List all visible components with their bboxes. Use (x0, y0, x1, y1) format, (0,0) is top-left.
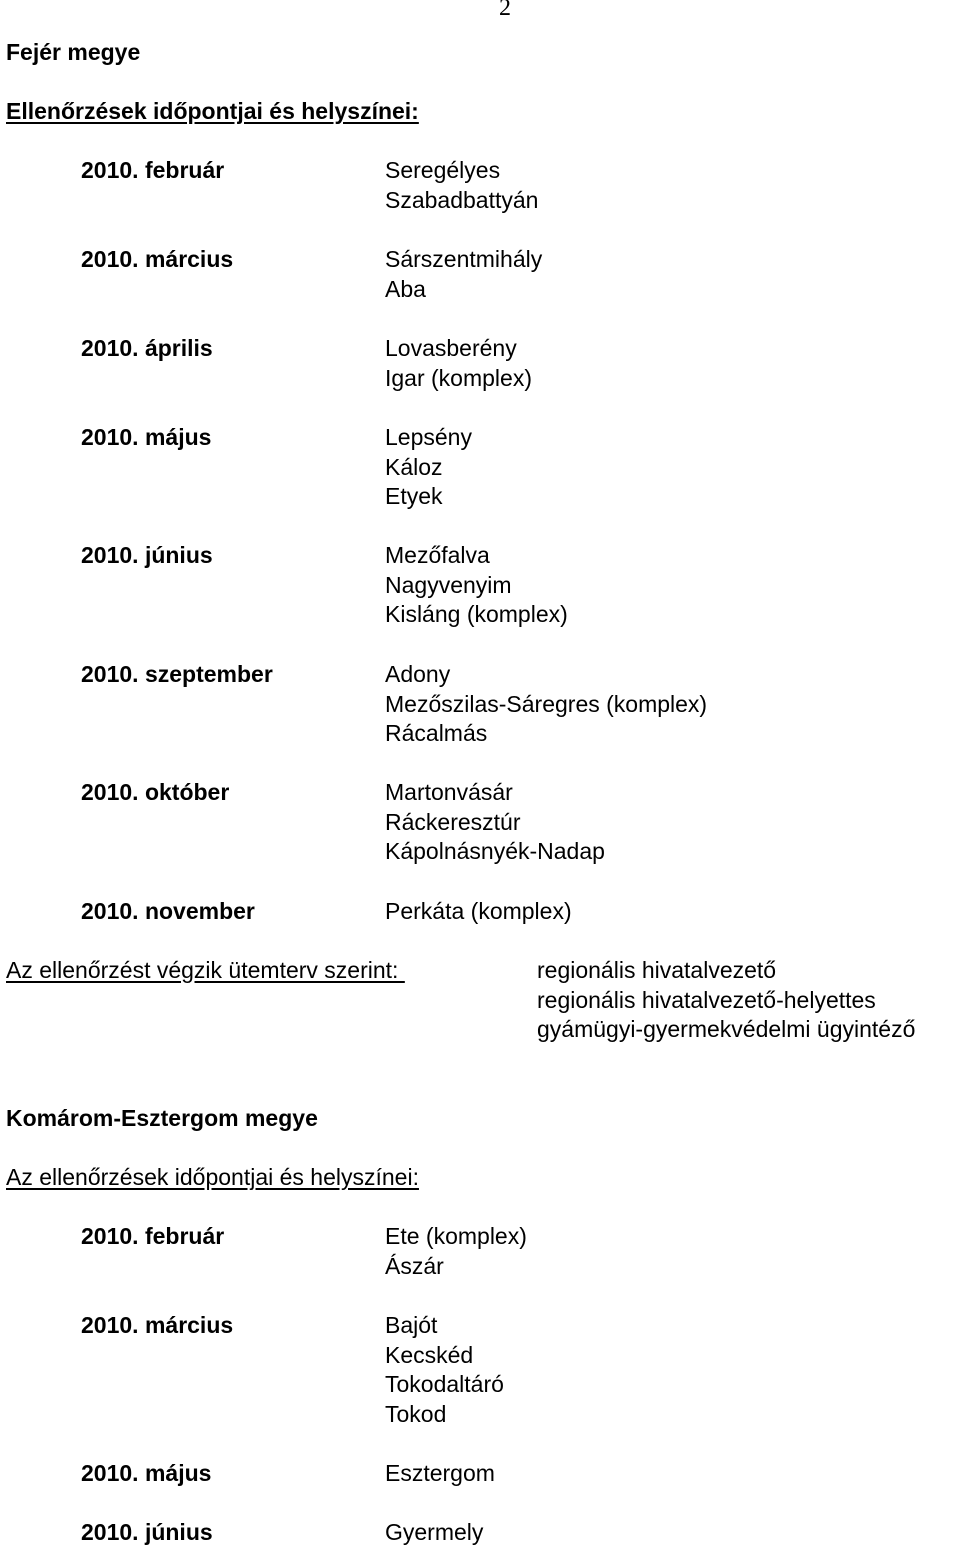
schedule-month: 2010. november (81, 898, 255, 924)
place-name: Káloz (385, 453, 443, 480)
place-name: Sárszentmihály (385, 246, 543, 272)
place-name: Mezőszilas-Sáregres (komplex) (385, 690, 708, 717)
schedule-month: 2010. október (81, 779, 230, 805)
place-name: Gyermely (385, 1519, 484, 1545)
place-name: Kecskéd (385, 1341, 474, 1368)
inspectors-label: Az ellenőrzést végzik ütemterv szerint: (6, 957, 405, 983)
schedule-places (385, 1518, 483, 1548)
place-name: Esztergom (385, 1460, 495, 1486)
place-name: Szabadbattyán (385, 186, 539, 213)
county-title-komarom-esztergom: Komárom-Esztergom megye (6, 1105, 318, 1131)
place-name: Tokodaltáró (385, 1371, 504, 1398)
schedule-places (385, 897, 572, 927)
inspector-role: regionális hivatalvezető-helyettes (537, 986, 876, 1013)
schedule-month: 2010. február (81, 1223, 225, 1249)
place-name: Rácalmás (385, 720, 488, 747)
place-name: Nagyvenyim (385, 571, 512, 598)
schedule-places (385, 660, 707, 749)
schedule-places (385, 1311, 504, 1429)
place-name: Adony (385, 661, 451, 687)
place-name: Perkáta (komplex) (385, 898, 572, 924)
place-name: Etyek (385, 483, 443, 510)
place-name: Martonvásár (385, 779, 513, 805)
schedule-places (385, 423, 472, 512)
place-name: Lovasberény (385, 335, 517, 361)
place-name: Kápolnásnyék-Nadap (385, 838, 605, 865)
inspector-role: gyámügyi-gyermekvédelmi ügyintéző (537, 1016, 916, 1043)
schedule-places (385, 541, 568, 630)
schedule-places (385, 156, 538, 215)
schedule-month: 2010. május (81, 424, 212, 450)
place-name: Kisláng (komplex) (385, 601, 568, 628)
inspector-role: regionális hivatalvezető (537, 957, 777, 983)
place-name: Aba (385, 275, 426, 302)
schedule-month: 2010. március (81, 246, 234, 272)
schedule-month: 2010. június (81, 542, 213, 568)
place-name: Ráckeresztúr (385, 808, 521, 835)
schedule-places (385, 1222, 527, 1281)
schedule-heading-fejer: Ellenőrzések időpontjai és helyszínei: (6, 98, 419, 124)
county-title-fejer: Fejér megye (6, 39, 141, 65)
place-name: Bajót (385, 1312, 438, 1338)
place-name: Ászár (385, 1252, 444, 1279)
place-name: Igar (komplex) (385, 364, 532, 391)
schedule-heading-komarom-esztergom: Az ellenőrzések időpontjai és helyszínei: (6, 1164, 419, 1190)
schedule-month: 2010. május (81, 1460, 212, 1486)
schedule-month: 2010. június (81, 1519, 213, 1545)
place-name: Lepsény (385, 424, 472, 450)
schedule-month: 2010. február (81, 157, 225, 183)
schedule-places (385, 245, 542, 304)
schedule-month: 2010. március (81, 1312, 234, 1338)
place-name: Mezőfalva (385, 542, 490, 568)
place-name: Ete (komplex) (385, 1223, 527, 1249)
place-name: Tokod (385, 1400, 447, 1427)
place-name: Seregélyes (385, 157, 501, 183)
schedule-places (385, 778, 605, 867)
schedule-month: 2010. április (81, 335, 213, 361)
page-number: 2 (499, 0, 511, 21)
schedule-places (385, 1459, 495, 1489)
inspectors-list (537, 956, 915, 1045)
schedule-month: 2010. szeptember (81, 661, 273, 687)
schedule-places (385, 334, 532, 393)
